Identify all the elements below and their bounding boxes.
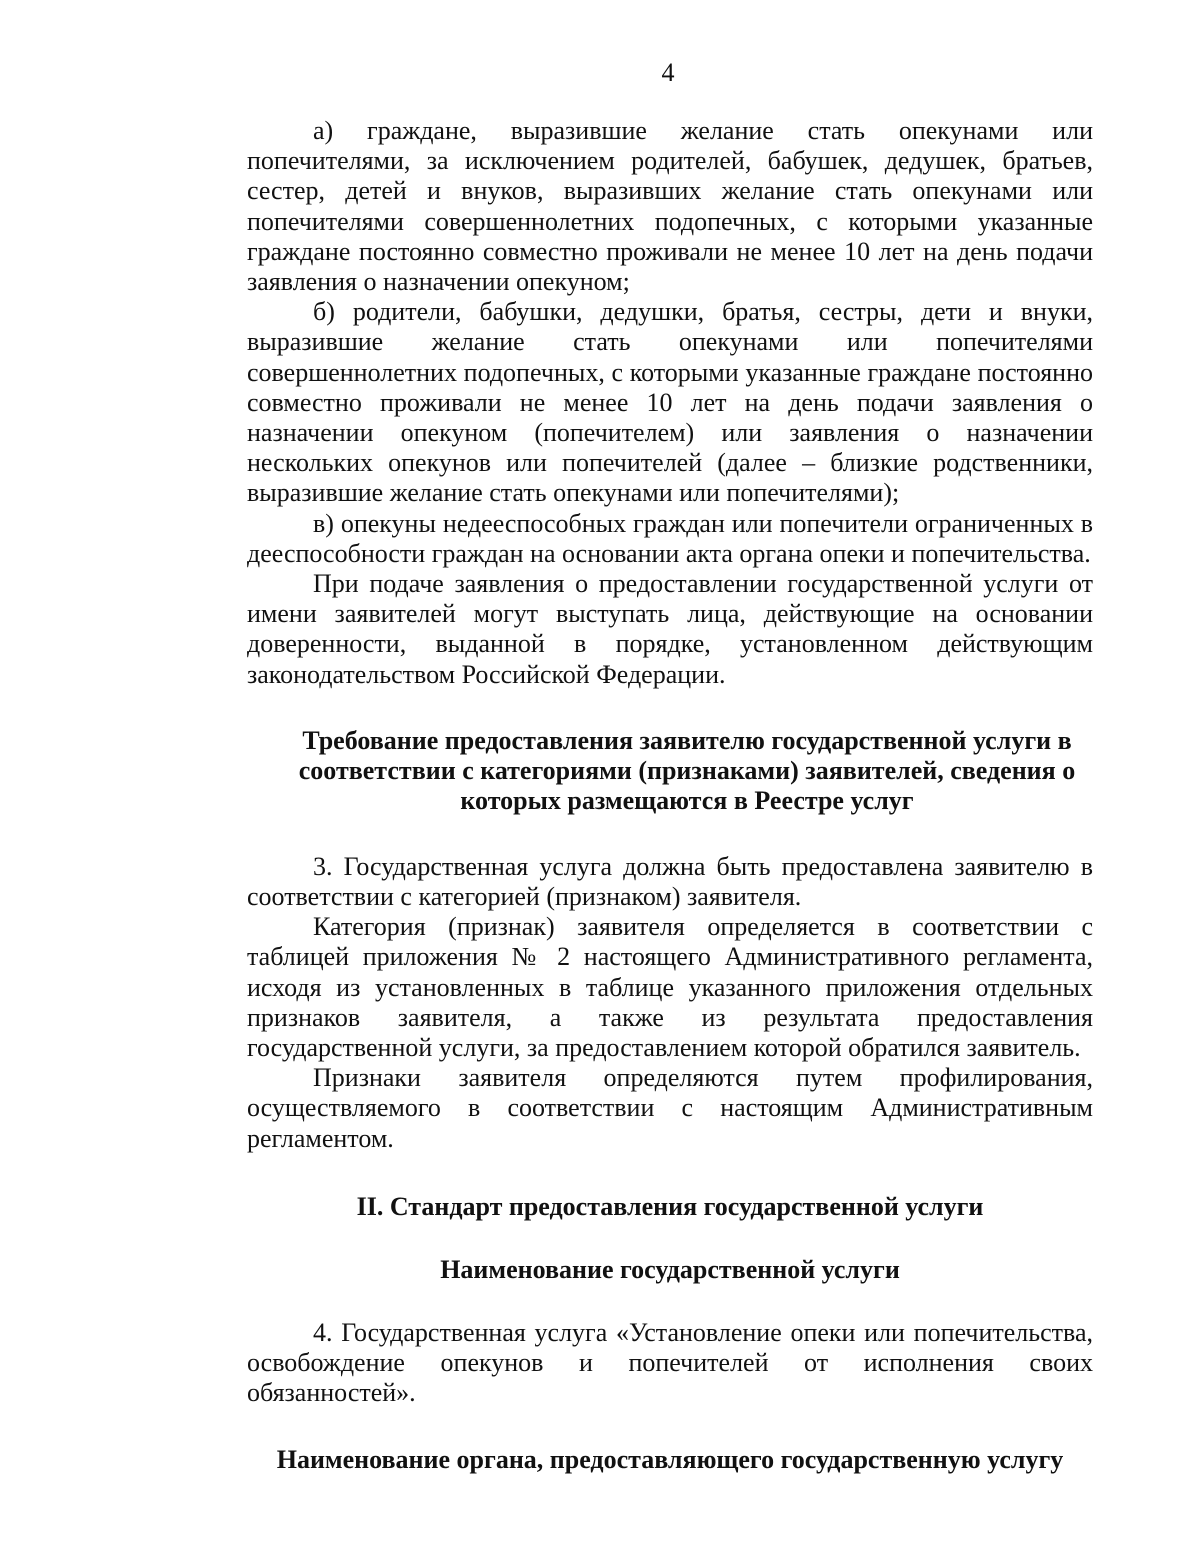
heading-organ: Наименование органа, предоставляющего государственную услугу — [276, 1444, 1064, 1474]
paragraph-4: 4. Государственная услуга «Установление опеки или попечительства, освобождение опекунов и попечителей от исполнения своих обязанностей». — [247, 1317, 1093, 1408]
page-number: 4 — [661, 58, 675, 87]
heading-requirement: Требование предоставления заявителю государственной услуги в соответствии с категориями (признаками) заявителей, сведения о которых размещаются в Реестре услуг — [298, 725, 1076, 815]
paragraph-3: 3. Государственная услуга должна быть предоставлена заявителю в соответствии с категорией (признаком) заявителя. — [247, 851, 1093, 912]
heading-section-ii: II. Стандарт предоставления государственной услуги — [356, 1191, 984, 1221]
paragraph-signs: Признаки заявителя определяются путем профилирования, осуществляемого в соответствии с настоящим Административным регламентом. — [247, 1063, 1093, 1153]
paragraph-b: б) родители, бабушки, дедушки, братья, сестры, дети и внуки, выразившие желание стать опекунами или попечителями совершеннолетних подопечных, с которыми указанные граждане постоянно совместно проживали не менее 10 лет на день подачи заявления о назначении опекуном (попечителем) или заявления о назначении нескольких опекунов или попечителей (далее – близкие родственники, выразившие желание стать опекунами или попечителями); — [247, 297, 1093, 508]
paragraph-v: в) опекуны недееспособных граждан или попечители ограниченных в дееспособности граждан на основании акта органа опеки и попечительства. — [247, 508, 1093, 568]
paragraph-category: Категория (признак) заявителя определяется в соответствии с таблицей приложения № 2 настоящего Административного регламента, исходя из установленных в таблице указанного приложения отдельных признаков заявителя, а также из результата предоставления государственной услуги, за предоставлением которой обратился заявитель. — [247, 912, 1093, 1063]
paragraph-representatives: При подаче заявления о предоставлении государственной услуги от имени заявителей могут выступать лица, действующие на основании доверенности, выданной в порядке, установленном действующим законодательством Российской Федерации. — [247, 569, 1093, 689]
heading-service-name: Наименование государственной услуги — [440, 1254, 900, 1284]
paragraph-a: а) граждане, выразившие желание стать опекунами или попечителями, за исключением родителей, бабушек, дедушек, братьев, сестер, детей и внуков, выразивших желание стать опекунами или попечителями совершеннолетних подопечных, с которыми указанные граждане постоянно совместно проживали не менее 10 лет на день подачи заявления о назначении опекуном; — [247, 116, 1093, 297]
document-body — [247, 116, 1093, 1475]
